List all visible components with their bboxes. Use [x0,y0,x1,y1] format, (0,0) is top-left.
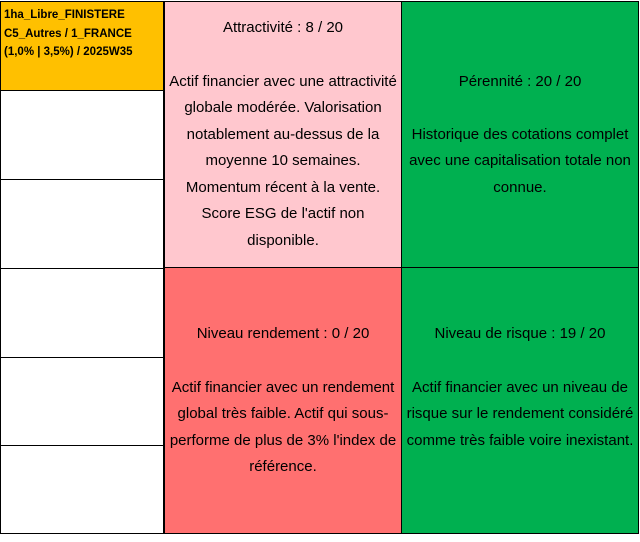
empty-cell[interactable] [0,357,164,446]
rendement-cell[interactable] [164,267,402,534]
attractivite-cell[interactable] [164,1,402,268]
risque-cell[interactable] [401,267,639,534]
rendement-title: Niveau rendement : 0 / 20 [196,325,370,342]
empty-cell[interactable] [0,268,164,358]
empty-cell[interactable] [0,445,164,534]
perennite-description: Historique des cotations complet avec une capitalisation totale non connue. [409,125,631,196]
asset-category: C5_Autres / 1_FRANCE [4,27,132,40]
attractivite-title: Attractivité : 8 / 20 [222,19,344,36]
rendement-description: Actif financier avec un rendement global très faible. Actif qui sous-performe de plus de 3% l'index de référence. [169,378,397,475]
empty-cell[interactable] [0,90,164,180]
attractivite-description: Actif financier avec une attractivité globale modérée. Valorisation notablement au-dessus de la moyenne 10 semaines. Momentum récent à la vente. Score ESG de l'actif non disponible. [169,72,397,249]
empty-cell[interactable] [0,179,164,269]
asset-params: (1,0% | 3,5%) / 2025W35 [4,46,133,58]
risque-description: Actif financier avec un niveau de risque sur le rendement considéré comme très faible voire inexistant. [406,378,634,449]
asset-label-cell[interactable] [0,1,164,91]
risque-title: Niveau de risque : 19 / 20 [434,325,606,342]
perennite-cell[interactable] [401,1,639,268]
asset-name: 1ha_Libre_FINISTERE [4,9,125,21]
perennite-title: Pérennité : 20 / 20 [458,73,582,90]
